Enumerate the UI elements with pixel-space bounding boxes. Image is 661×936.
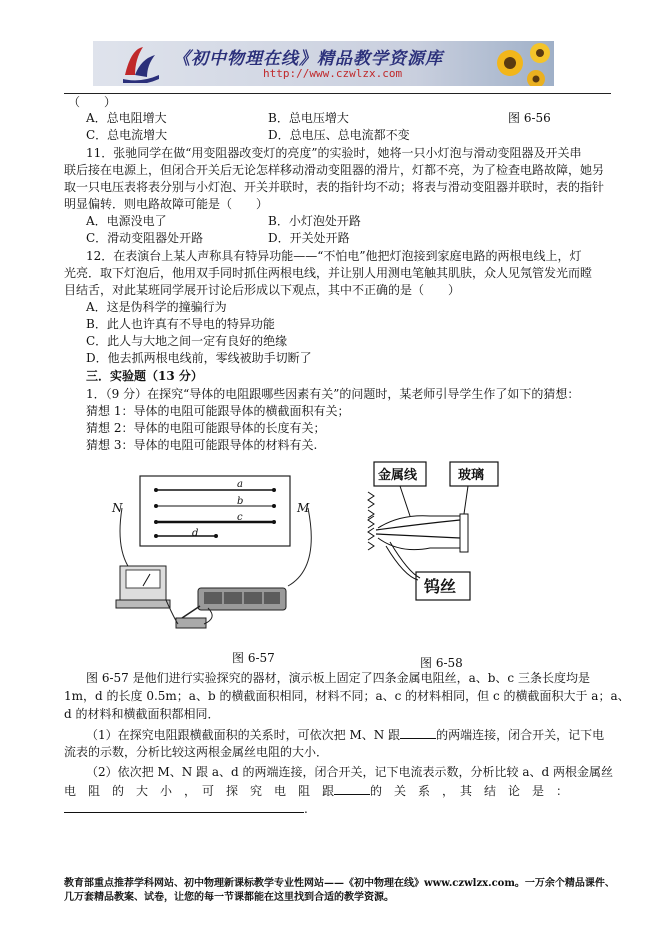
glass-stem xyxy=(460,514,468,552)
q11-option-d: D．开关处开路 xyxy=(268,231,350,245)
label-tungsten: 钨丝 xyxy=(424,577,457,596)
footer-line-2: 几万套精品教案、试卷，让您的每一节课都能在这里找到合适的教学资源。 xyxy=(64,892,394,903)
banner-url[interactable]: http://www.czwlzx.com xyxy=(263,67,403,80)
experiment-q1-intro: 1．（9 分）在探究“导体的电阻跟哪些因素有关”的问题时，某老师引导学生作了如下的猜想： xyxy=(86,387,580,401)
label-wire-d: d xyxy=(192,528,199,539)
q1-part1-text-b: 的两端连接，闭合开关，记下电 xyxy=(436,728,605,742)
q1-part1-line2: 流表的示数，分析比较这两根金属丝电阻的大小． xyxy=(64,745,329,759)
q1-part1-text-a: （1）在探究电阻跟横截面积的关系时，可依次把 M、N 跟 xyxy=(86,728,401,742)
q11-line-2: 联后接在电源上，但闭合开关后无论怎样移动滑动变阻器的滑片，灯都不亮，为了检查电路故障，她另 xyxy=(64,163,605,177)
figure-6-58-caption: 图 6-58 xyxy=(420,656,463,670)
battery-box-icon xyxy=(198,588,286,610)
q11-line-3: 取一只电压表将表分别与小灯泡、开关并联时，表的指针均不动；将表与滑动变阻器并联时，表的指针 xyxy=(64,180,605,194)
q12-option-a: A．这是伪科学的撞骗行为 xyxy=(86,300,227,314)
q10-option-c: C．总电流增大 xyxy=(86,128,168,142)
q1-part2-line1: （2）依次把 M、N 跟 a、d 的两端连接，闭合开关，记下电流表示数，分析比较 a、d 两根金属丝 xyxy=(86,765,613,779)
q1-part2-blank-2[interactable] xyxy=(64,800,304,813)
label-glass: 玻璃 xyxy=(458,468,485,483)
banner-title: 《初中物理在线》精品教学资源库 xyxy=(173,49,443,69)
q11-option-a: A．电源没电了 xyxy=(86,214,167,228)
figure-6-57-apparatus xyxy=(98,468,328,648)
header-banner xyxy=(93,41,554,86)
header-divider xyxy=(64,93,611,94)
sunflower-icon xyxy=(488,41,554,86)
footer-line-1: 教育部重点推荐学科网站、初中物理新课标教学专业性网站——《初中物理在线》www.czwlzx.com。一万余个精品课件、 xyxy=(64,878,615,889)
label-wire-b: b xyxy=(237,496,244,507)
q11-line-1: 11．张驰同学在做“用变阻器改变灯的亮度”的实验时，她将一只小灯泡与滑动变阻器及开关串 xyxy=(86,146,582,160)
q1-part2-blank-1[interactable] xyxy=(334,782,370,795)
label-metal-wire: 金属线 xyxy=(378,468,418,483)
figure-56-label: 图 6-56 xyxy=(508,111,551,125)
q1-part1-blank[interactable] xyxy=(400,726,436,739)
q12-line-3: 目结舌，对此某班同学展开讨论后形成以下观点，其中不正确的是（ ） xyxy=(64,283,461,297)
q12-line-2: 光亮．取下灯泡后，他用双手同时抓住两根电线，并让别人用测电笔触其肌肤，众人见氖管发光而瞠 xyxy=(64,266,593,280)
section-3-title: 三．实验题（13 分） xyxy=(86,369,203,383)
label-wire-a: a xyxy=(237,479,243,490)
label-wire-c: c xyxy=(237,512,243,523)
q1-part2-line3 xyxy=(64,800,308,817)
q10-paren: （ ） xyxy=(68,95,117,109)
q12-option-d: D．他去抓两根电线前，零线被助手切断了 xyxy=(86,351,312,365)
q1-part2-line2 xyxy=(64,782,568,799)
q1-part2-end: . xyxy=(304,802,308,816)
guess-3: 猜想 3：导体的电阻可能跟导体的材料有关. xyxy=(86,438,318,452)
q1-part1-line1 xyxy=(86,726,604,743)
guess-2: 猜想 2：导体的电阻可能跟导体的长度有关； xyxy=(86,421,326,435)
guess-1: 猜想 1：导体的电阻可能跟导体的横截面积有关； xyxy=(86,404,350,418)
q1-part2-text-a: 电 阻 的 大 小 ， 可 探 究 电 阻 跟 xyxy=(64,784,335,798)
q10-option-b: B．总电压增大 xyxy=(268,111,349,125)
q12-option-c: C．此人与大地之间一定有良好的绝缘 xyxy=(86,334,288,348)
footer xyxy=(64,877,624,905)
site-logo-icon xyxy=(121,45,161,83)
coil-filament-icon xyxy=(368,492,374,550)
q10-option-d: D．总电压、总电流都不变 xyxy=(268,128,410,142)
q1-part2-text-b: 的 关 系 ， 其 结 论 是 ： xyxy=(370,784,569,798)
figure-6-57-caption: 图 6-57 xyxy=(232,651,275,665)
ammeter-icon xyxy=(116,566,170,608)
q12-option-b: B．此人也许真有不导电的特异功能 xyxy=(86,317,275,331)
label-m: M xyxy=(297,501,310,515)
q12-line-1: 12．在表演台上某人声称具有特异功能——“不怕电”他把灯泡接到家庭电路的两根电线上，灯 xyxy=(86,249,582,263)
q11-option-b: B．小灯泡处开路 xyxy=(268,214,361,228)
q11-line-4: 明显偏转．则电路故障可能是（ ） xyxy=(64,197,269,211)
q10-option-a: A．总电阻增大 xyxy=(86,111,167,125)
body-paragraph-1: 图 6-57 是他们进行实验探究的器材，演示板上固定了四条金属电阻丝，a、b、c 三条长度均是 xyxy=(86,671,590,685)
body-paragraph-2: 1m，d 的长度 0.5m；a、b 的横截面积相同，材料不同；a、c 的材料相同，但 c 的横截面积大于 a；a、 xyxy=(64,689,630,703)
lead-m xyxy=(288,508,311,586)
label-n: N xyxy=(112,501,123,515)
body-paragraph-3: d 的材料和横截面积都相同． xyxy=(64,707,220,721)
q11-option-c: C．滑动变阻器处开路 xyxy=(86,231,204,245)
